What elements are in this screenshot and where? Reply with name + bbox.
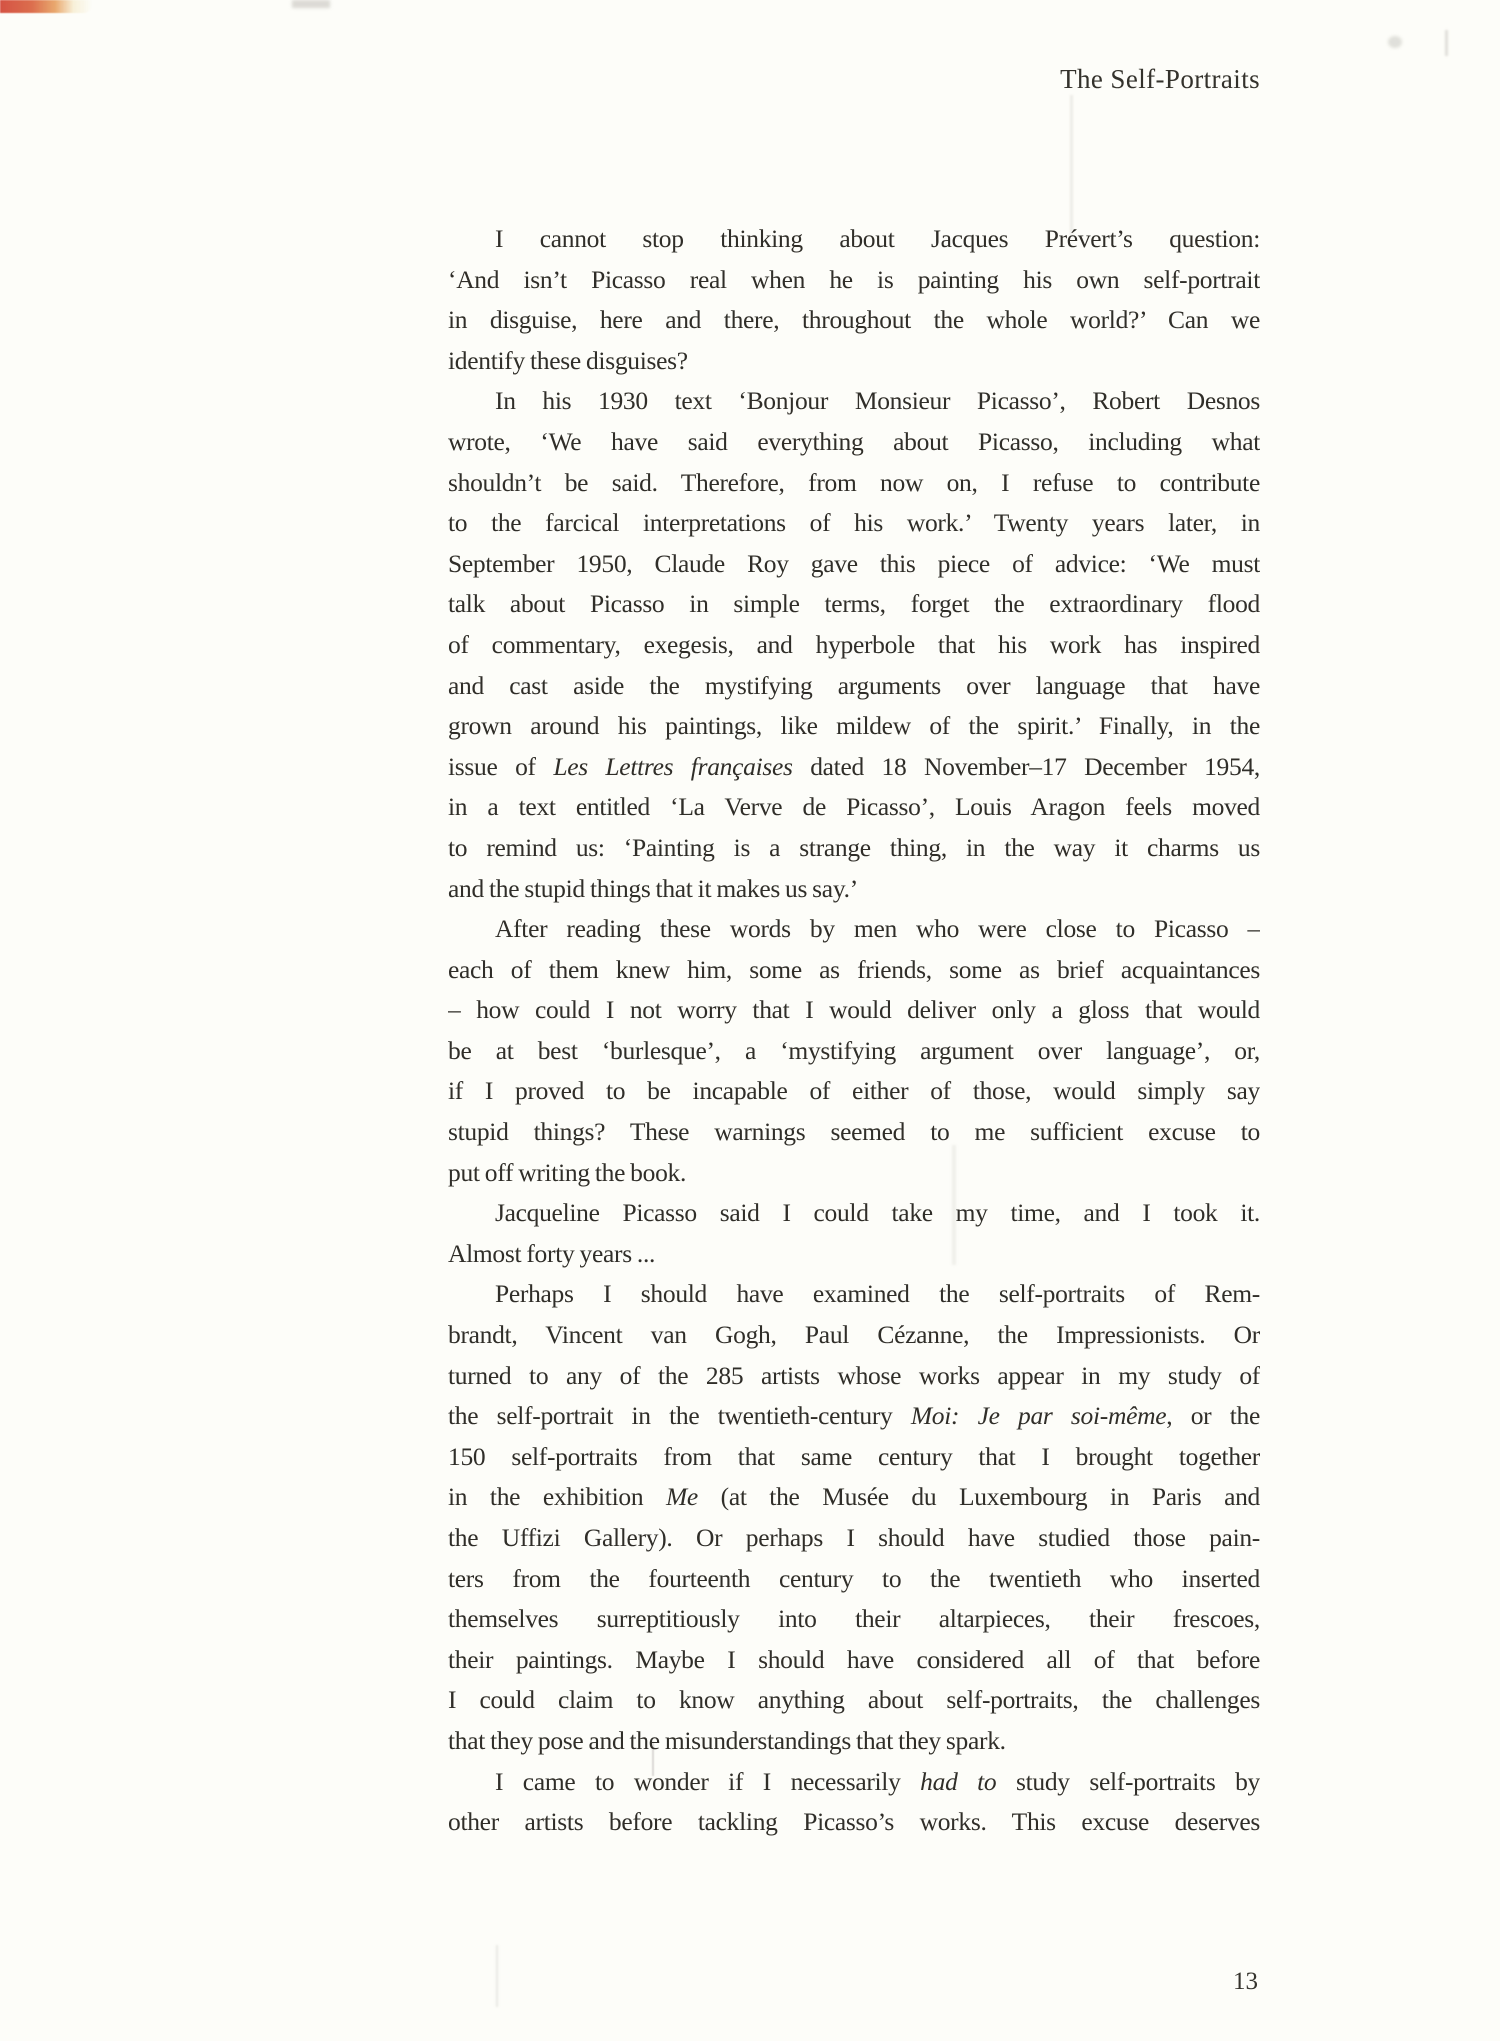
text-line: put off writing the book. bbox=[448, 1157, 687, 1187]
text-line: talk about Picasso in simple terms, forget the extraordinary flood bbox=[448, 589, 1260, 619]
paragraph bbox=[448, 1193, 1260, 1274]
text-line: other artists before tackling Picasso’s works. This excuse deserves bbox=[448, 1807, 1260, 1837]
bottom-crease bbox=[496, 1945, 498, 2007]
text-line: to the farcical interpretations of his work.’ Twenty years later, in bbox=[448, 508, 1260, 538]
edge-tick-smudge bbox=[1445, 30, 1448, 56]
text-line: September 1950, Claude Roy gave this piece of advice: ‘We must bbox=[448, 548, 1260, 578]
text-line: of commentary, exegesis, and hyperbole that his work has inspired bbox=[448, 629, 1260, 659]
text-line: the Uffizi Gallery). Or perhaps I should have studied those pain- bbox=[448, 1523, 1260, 1552]
text-line: the self-portrait in the twentieth-century Moi: Je par soi-même, or the bbox=[448, 1401, 1260, 1431]
text-line: in a text entitled ‘La Verve de Picasso’, Louis Aragon feels moved bbox=[448, 792, 1260, 822]
text-line: each of them knew him, some as friends, some as brief acquaintances bbox=[448, 954, 1260, 984]
text-line: and the stupid things that it makes us say.’ bbox=[448, 873, 858, 903]
paragraph bbox=[448, 1762, 1260, 1843]
paragraph bbox=[448, 381, 1260, 909]
text-line: in disguise, here and there, throughout the whole world?’ Can we bbox=[448, 305, 1260, 335]
text-line: their paintings. Maybe I should have considered all of that before bbox=[448, 1644, 1260, 1674]
text-line: 150 self-portraits from that same century that I brought together bbox=[448, 1441, 1260, 1471]
text-line: I could claim to know anything about self-portraits, the challenges bbox=[448, 1685, 1260, 1715]
text-line: issue of Les Lettres françaises dated 18 November–17 December 1954, bbox=[448, 751, 1260, 781]
paragraph bbox=[448, 219, 1260, 381]
corner-dot-smudge bbox=[1388, 36, 1402, 48]
page-number: 13 bbox=[1233, 1968, 1258, 1995]
text-line: that they pose and the misunderstandings that they spark. bbox=[448, 1725, 1006, 1755]
text-line: wrote, ‘We have said everything about Picasso, including what bbox=[448, 426, 1260, 456]
text-line: turned to any of the 285 artists whose works appear in my study of bbox=[448, 1360, 1260, 1390]
text-line: In his 1930 text ‘Bonjour Monsieur Picasso’, Robert Desnos bbox=[495, 386, 1260, 416]
text-line: themselves surreptitiously into their altarpieces, their frescoes, bbox=[448, 1604, 1260, 1634]
text-line: ‘And isn’t Picasso real when he is painting his own self-portrait bbox=[448, 264, 1260, 294]
text-line: I came to wonder if I necessarily had to study self-portraits by bbox=[495, 1766, 1260, 1796]
text-line: and cast aside the mystifying arguments over language that have bbox=[448, 670, 1260, 700]
text-line: to remind us: ‘Painting is a strange thing, in the way it charms us bbox=[448, 832, 1260, 862]
text-line: grown around his paintings, like mildew of the spirit.’ Finally, in the bbox=[448, 711, 1260, 741]
text-line: Jacqueline Picasso said I could take my time, and I took it. bbox=[495, 1198, 1260, 1228]
text-line: ters from the fourteenth century to the twentieth who inserted bbox=[448, 1563, 1260, 1593]
running-head: The Self-Portraits bbox=[1060, 64, 1260, 94]
text-line: Perhaps I should have examined the self-portraits of Rem- bbox=[495, 1279, 1260, 1309]
text-line: shouldn’t be said. Therefore, from now on, I refuse to contribute bbox=[448, 467, 1260, 497]
paragraph bbox=[448, 909, 1260, 1193]
scan-streak bbox=[1070, 95, 1073, 235]
text-line: be at best ‘burlesque’, a ‘mystifying argument over language’, or, bbox=[448, 1035, 1260, 1065]
text-line: – how could I not worry that I would deliver only a gloss that would bbox=[448, 995, 1260, 1025]
text-line: Almost forty years ... bbox=[448, 1238, 656, 1268]
paragraph bbox=[448, 1274, 1260, 1761]
text-line: if I proved to be incapable of either of those, would simply say bbox=[448, 1076, 1260, 1106]
text-line: After reading these words by men who were close to Picasso – bbox=[495, 914, 1260, 944]
top-edge-smudge bbox=[292, 0, 330, 8]
text-line: brandt, Vincent van Gogh, Paul Cézanne, the Impressionists. Or bbox=[448, 1320, 1260, 1350]
text-line: I cannot stop thinking about Jacques Prévert’s question: bbox=[495, 224, 1260, 253]
red-corner-scan-mark bbox=[0, 0, 92, 13]
body-text-block bbox=[448, 219, 1260, 1843]
text-line: in the exhibition Me (at the Musée du Luxembourg in Paris and bbox=[448, 1482, 1260, 1512]
text-line: identify these disguises? bbox=[448, 345, 688, 375]
text-line: stupid things? These warnings seemed to me sufficient excuse to bbox=[448, 1117, 1260, 1147]
